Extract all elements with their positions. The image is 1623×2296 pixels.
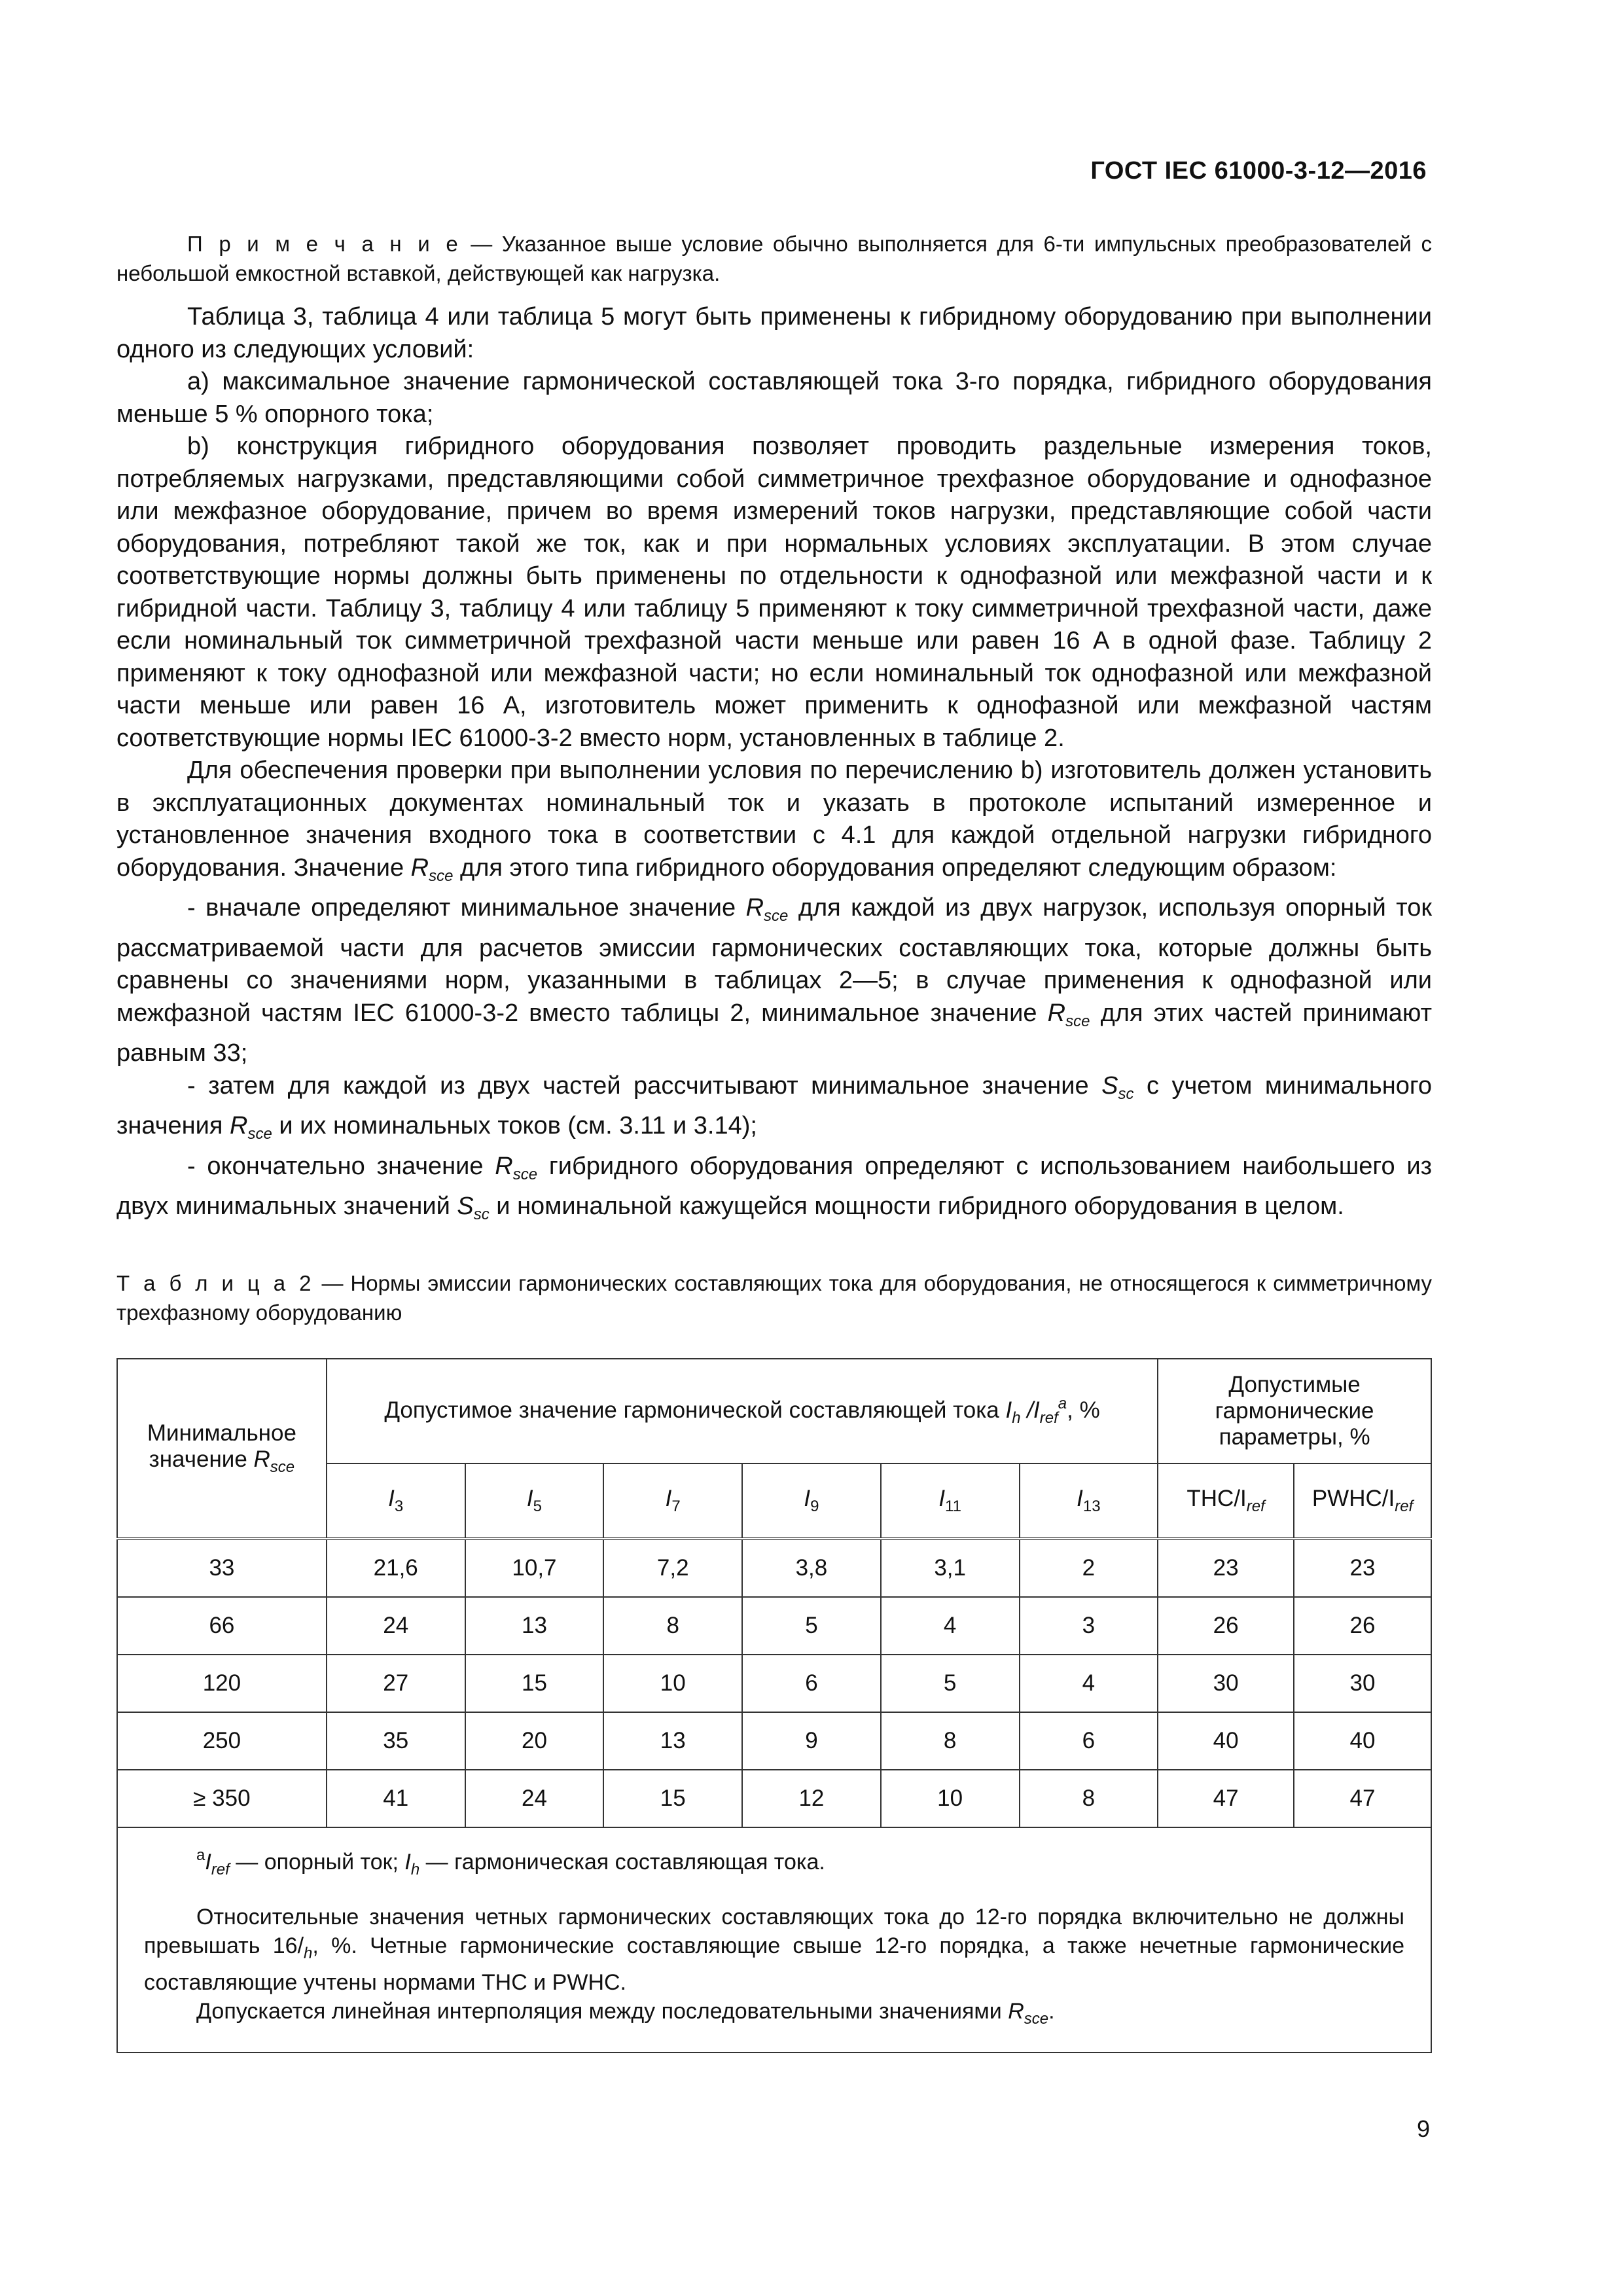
symbol-r: R <box>410 853 429 882</box>
text-run: с учетом минимального значения <box>116 1071 1432 1139</box>
paragraph-table-applicability: Таблица 3, таблица 4 или таблица 5 могут быть применены к гибридному оборудованию при выполнении одного из следующих условий: <box>116 303 1432 363</box>
page-number: 9 <box>1416 2115 1430 2142</box>
table-cell: 5 <box>881 1655 1020 1712</box>
symbol-r: R <box>1008 1999 1024 2024</box>
table-note-interpolation <box>144 1997 1404 2034</box>
symbol-ref: ref <box>211 1861 230 1878</box>
table-cell: 24 <box>465 1770 604 1827</box>
list-item-b: b) конструкция гибридного оборудования позволяет проводить раздельные измерения токов, потребляемых нагрузками, представляющими собой симметричное трехфазное оборудование и однофазное или межфазное оборудование, причем во время измерений токов нагрузки, представляющие собой части оборудования, потребляют такой же ток, как и при нормальных условиях эксплуатации. В этом случае соответствующие нормы должны быть применены по отдельности к однофазной или межфазной части и к гибридной части. Таблицу 3, таблицу 4 или таблицу 5 применяют к току симметричной трехфазной части, даже если номинальный ток симметричной трехфазной части меньше или равен 16 А в одной фазе. Таблицу 2 применяют к току однофазной или межфазной части; но если номинальный ток однофазной или межфазной части меньше или равен 16 А, изготовитель может применить к однофазной или межфазной частям соответствующие нормы IEC 61000-3-2 вместо норм, установленных в таблице 2. <box>116 433 1432 752</box>
table-cell: 120 <box>117 1655 327 1712</box>
col-header <box>1294 1463 1431 1539</box>
col-base: I <box>665 1486 672 1511</box>
text-run: и их номинальных токов (см. 3.11 и 3.14); <box>272 1112 757 1139</box>
table-cell: 10 <box>603 1655 742 1712</box>
table-cell: 4 <box>881 1597 1020 1655</box>
table-cell: 21,6 <box>327 1539 465 1597</box>
col-base: I <box>1077 1486 1083 1511</box>
table-cell: 8 <box>881 1712 1020 1770</box>
table-cell: 24 <box>327 1597 465 1655</box>
table-row <box>117 1712 1431 1770</box>
text-run: - вначале определяют минимальное значение <box>187 894 746 922</box>
table-cell: 3 <box>1020 1597 1158 1655</box>
col-base: I <box>804 1486 811 1511</box>
symbol-h: h <box>304 1945 313 1962</box>
col-header <box>1020 1463 1158 1539</box>
col-header <box>742 1463 881 1539</box>
symbol-s: S <box>457 1193 474 1220</box>
table-cell: 20 <box>465 1712 604 1770</box>
text-run: Допустимое значение гармонической составляющей тока <box>384 1397 1006 1423</box>
table-cell: 23 <box>1294 1539 1431 1597</box>
header-harmonic-params: Допустимые гармонические параметры, % <box>1158 1359 1431 1463</box>
table-cell: 66 <box>117 1597 327 1655</box>
dash-item-2 <box>116 1070 1432 1151</box>
col-header <box>603 1463 742 1539</box>
table-cell: 47 <box>1294 1770 1431 1827</box>
symbol-sce: sce <box>1024 2010 1049 2028</box>
col-base: I <box>938 1486 946 1511</box>
col-sub: 3 <box>394 1498 404 1515</box>
symbol-ref: ref <box>1039 1409 1058 1427</box>
footnote-marker: a <box>196 1846 205 1864</box>
text-run: , %. Четные гармонические составляющие свыше 12-го порядка, а также нечетные гармонические составляющие учтены нормами THC и PWHC. <box>144 1933 1404 1995</box>
note-text: — Указанное выше условие обычно выполняется для 6-ти импульсных преобразователей с небольшой емкостной вставкой, действующей как нагрузка. <box>116 232 1432 285</box>
table-cell: 30 <box>1158 1655 1294 1712</box>
symbol-i: I <box>1005 1397 1012 1423</box>
table-row <box>117 1655 1431 1712</box>
symbol-r: R <box>253 1446 270 1472</box>
header-allowed-current <box>327 1359 1158 1463</box>
text-run: и номинальной кажущейся мощности гибридного оборудования в целом. <box>489 1193 1344 1220</box>
symbol-sce: sce <box>512 1165 538 1183</box>
table-note-even-harmonics <box>144 1903 1404 1997</box>
text-run: Допускается линейная интерполяция между последовательными значениями <box>196 1999 1008 2024</box>
col-header <box>881 1463 1020 1539</box>
symbol-r: R <box>230 1112 248 1139</box>
header-min-rsce <box>117 1359 327 1539</box>
symbol-h: h <box>1012 1409 1021 1427</box>
table-cell: 12 <box>742 1770 881 1827</box>
table-cell: 15 <box>465 1655 604 1712</box>
col-base: PWHC/I <box>1311 1486 1395 1511</box>
symbol-h: h <box>410 1861 420 1878</box>
table-cell: 40 <box>1158 1712 1294 1770</box>
table-row <box>117 1597 1431 1655</box>
table-cell: 41 <box>327 1770 465 1827</box>
list-item-a: a) максимальное значение гармонической составляющей тока 3-го порядка, гибридного оборудования меньше 5 % опорного тока; <box>116 368 1432 428</box>
symbol-i: I <box>205 1850 211 1874</box>
symbol-sce: sce <box>429 867 454 885</box>
table-cell: 15 <box>603 1770 742 1827</box>
col-sub: ref <box>1246 1498 1265 1515</box>
document-code-header: ГОСТ IEC 61000-3-12—2016 <box>1090 157 1427 185</box>
table-cell: 6 <box>742 1655 881 1712</box>
table-cell: 5 <box>742 1597 881 1655</box>
table-cell: 23 <box>1158 1539 1294 1597</box>
table-cell: 3,8 <box>742 1539 881 1597</box>
text-run: для этих частей принимают равным 33; <box>116 999 1433 1067</box>
symbol-sce: sce <box>247 1125 272 1143</box>
table-cell: 250 <box>117 1712 327 1770</box>
table-cell: 30 <box>1294 1655 1431 1712</box>
table-cell: 40 <box>1294 1712 1431 1770</box>
table-cell: 35 <box>327 1712 465 1770</box>
table-cell: 7,2 <box>603 1539 742 1597</box>
table-cell: 6 <box>1020 1712 1158 1770</box>
text-run: . <box>1048 1999 1055 2024</box>
table-notes-row <box>117 1827 1431 2053</box>
text-run: Для обеспечения проверки при выполнении условия по перечислению b) изготовитель должен установить в эксплуатационных документах номинальный ток и указать в протоколе испытаний измеренное и установленное значения входного тока в соответствии с 4.1 для каждой отдельной нагрузки гибридного оборудования. Значение <box>116 757 1432 882</box>
symbol-r: R <box>745 894 764 922</box>
text-run: для этого типа гибридного оборудования определяют следующим образом: <box>453 853 1337 882</box>
symbol-sce: sce <box>1065 1012 1090 1030</box>
table-cell: 47 <box>1158 1770 1294 1827</box>
col-base: I <box>526 1486 533 1511</box>
table-cell: 10 <box>881 1770 1020 1827</box>
symbol-i: /I <box>1020 1397 1040 1423</box>
table-caption-text: — Нормы эмиссии гармонических составляющих тока для оборудования, не относящегося к симметричному трехфазному оборудованию <box>116 1271 1433 1325</box>
symbol-i: I <box>404 1850 411 1874</box>
text-run: для каждой из двух нагрузок, используя опорный ток рассматриваемой части для расчетов эмиссии гармонических составляющих тока, которые должны быть сравнены со значениями норм, указанными в таблицах 2—5; в случае применения к однофазной или межфазной частям IEC 61000-3-2 вместо таблицы 2, минимальное значение <box>116 894 1432 1027</box>
text-run: , % <box>1067 1397 1100 1423</box>
table-cell: ≥ 350 <box>117 1770 327 1827</box>
table-cell: 9 <box>742 1712 881 1770</box>
table-cell: 27 <box>327 1655 465 1712</box>
table-cell: 13 <box>603 1712 742 1770</box>
symbol-sc: sc <box>1118 1085 1134 1103</box>
table-cell: 3,1 <box>881 1539 1020 1597</box>
text-run: Относительные значения четных гармонических составляющих тока до 12-го порядка включительно не должны превышать 16/ <box>144 1905 1404 1958</box>
col-base: THC/I <box>1186 1486 1247 1511</box>
table-caption <box>116 1268 1432 1327</box>
symbol-sc: sc <box>473 1206 490 1223</box>
col-sub: 13 <box>1082 1498 1101 1515</box>
table-notes <box>117 1827 1431 2053</box>
dash-item-1 <box>116 892 1432 1070</box>
table-cell: 4 <box>1020 1655 1158 1712</box>
table-cell: 26 <box>1158 1597 1294 1655</box>
table-cell: 8 <box>603 1597 742 1655</box>
col-sub: 7 <box>671 1498 681 1515</box>
table-cell: 13 <box>465 1597 604 1655</box>
table-cell: 33 <box>117 1539 327 1597</box>
table-cell: 10,7 <box>465 1539 604 1597</box>
symbol-s: S <box>1101 1071 1118 1100</box>
page-body <box>116 229 1432 1231</box>
col-base: I <box>388 1486 395 1511</box>
symbol-sce: sce <box>270 1458 295 1476</box>
symbol-r: R <box>495 1152 513 1180</box>
text-run: - окончательно значение <box>187 1152 495 1180</box>
col-sub: 9 <box>810 1498 819 1515</box>
col-sub: 5 <box>533 1498 543 1515</box>
table-caption-label: Т а б л и ц а 2 <box>116 1271 315 1295</box>
symbol-sce: sce <box>764 907 789 925</box>
text-run: гибридного оборудования определяют с использованием наибольшего из двух минимальных значений <box>116 1152 1433 1220</box>
table-row <box>117 1770 1431 1827</box>
col-sub: ref <box>1395 1498 1414 1515</box>
symbol-r: R <box>1047 999 1066 1027</box>
text-run: Минимальное значение <box>147 1420 296 1472</box>
footnote-marker: a <box>1058 1395 1067 1412</box>
table-header-row <box>117 1359 1431 1463</box>
col-header <box>327 1463 465 1539</box>
paragraph-verification <box>116 755 1432 892</box>
text-run: — гармоническая составляющая тока. <box>419 1850 825 1874</box>
note-paragraph <box>116 229 1432 288</box>
table-cell: 2 <box>1020 1539 1158 1597</box>
table-row <box>117 1539 1431 1597</box>
text-run: — опорный ток; <box>229 1850 405 1874</box>
text-run: - затем для каждой из двух частей рассчитывают минимальное значение <box>187 1071 1102 1100</box>
emission-limits-table <box>116 1358 1432 2053</box>
dash-item-3 <box>116 1151 1432 1231</box>
col-sub: 11 <box>945 1498 961 1515</box>
table-cell: 8 <box>1020 1770 1158 1827</box>
table-cell: 26 <box>1294 1597 1431 1655</box>
table-footnote <box>144 1841 1404 1884</box>
note-label: П р и м е ч а н и е <box>187 232 461 256</box>
col-header <box>1158 1463 1294 1539</box>
col-header <box>465 1463 604 1539</box>
